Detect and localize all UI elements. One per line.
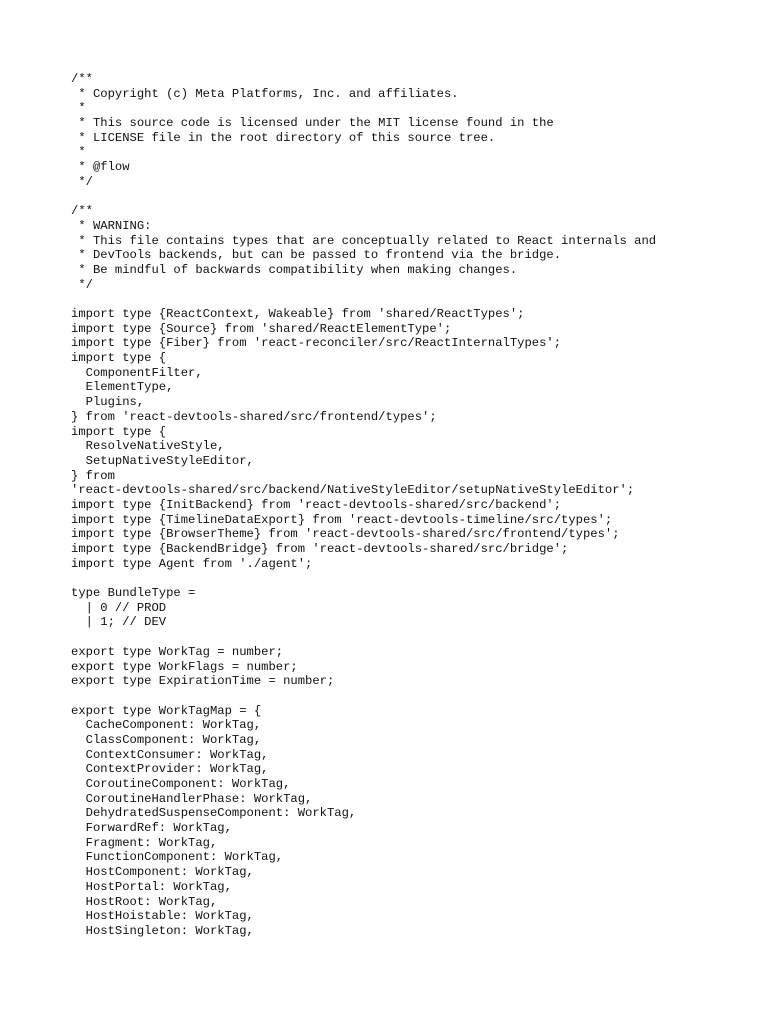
code-line: | 0 // PROD — [71, 600, 167, 615]
code-line: DehydratedSuspenseComponent: WorkTag, — [71, 806, 357, 821]
code-line: * Be mindful of backwards compatibility when making changes. — [71, 262, 518, 277]
code-line: export type ExpirationTime = number; — [71, 674, 335, 689]
code-line: ResolveNativeStyle, — [71, 439, 225, 454]
code-line: Fragment: WorkTag, — [71, 835, 218, 850]
code-line: ClassComponent: WorkTag, — [71, 732, 262, 747]
code-line: import type {ReactContext, Wakeable} from 'shared/ReactTypes'; — [71, 307, 525, 321]
code-line: /** — [71, 72, 93, 86]
code-line: import type { — [71, 351, 167, 366]
code-line — [71, 292, 761, 307]
code-line: export type WorkFlags = number; — [71, 659, 298, 674]
code-line: export type WorkTag = number; — [71, 644, 284, 659]
code-line: ComponentFilter, — [71, 365, 203, 380]
code-line: HostRoot: WorkTag, — [71, 894, 218, 909]
code-line: import type {Source} from 'shared/ReactElementType'; — [71, 321, 452, 336]
code-line: import type Agent from './agent'; — [71, 556, 313, 571]
code-line — [71, 630, 761, 645]
code-line: * LICENSE file in the root directory of this source tree. — [71, 130, 496, 145]
code-line: * This source code is licensed under the MIT license found in the — [71, 116, 554, 131]
code-line: import type {InitBackend} from 'react-devtools-shared/src/backend'; — [71, 497, 562, 512]
code-line: FunctionComponent: WorkTag, — [71, 850, 284, 865]
code-line: ElementType, — [71, 380, 174, 395]
code-line: CacheComponent: WorkTag, — [71, 718, 262, 733]
code-line: CoroutineComponent: WorkTag, — [71, 777, 291, 791]
code-line: | 1; // DEV — [71, 615, 167, 630]
code-line: ForwardRef: WorkTag, — [71, 821, 232, 836]
code-line: * Copyright (c) Meta Platforms, Inc. and affiliates. — [71, 86, 459, 101]
code-line: } from 'react-devtools-shared/src/frontend/types'; — [71, 409, 437, 424]
code-line: } from — [71, 468, 115, 483]
code-line: import type { — [71, 424, 167, 439]
code-line: import type {TimelineDataExport} from 'react-devtools-timeline/src/types'; — [71, 512, 613, 527]
code-line: * — [71, 101, 86, 116]
code-line: * This file contains types that are conceptually related to React internals and — [71, 233, 657, 248]
code-line: */ — [71, 174, 93, 189]
code-line: /** — [71, 204, 93, 219]
code-line — [71, 571, 761, 586]
code-line: * DevTools backends, but can be passed to frontend via the bridge. — [71, 248, 562, 263]
code-line: 'react-devtools-shared/src/backend/NativeStyleEditor/setupNativeStyleEditor'; — [71, 483, 635, 498]
code-line: ContextProvider: WorkTag, — [71, 762, 269, 777]
code-line: import type {BrowserTheme} from 'react-devtools-shared/src/frontend/types'; — [71, 527, 620, 542]
code-line: HostHoistable: WorkTag, — [71, 909, 254, 924]
code-line: HostPortal: WorkTag, — [71, 879, 232, 894]
code-line — [71, 689, 761, 704]
code-line: import type {Fiber} from 'react-reconciler/src/ReactInternalTypes'; — [71, 336, 562, 351]
code-line: CoroutineHandlerPhase: WorkTag, — [71, 791, 313, 806]
code-line: * @flow — [71, 160, 130, 175]
code-page — [71, 72, 761, 939]
code-line: * WARNING: — [71, 218, 152, 233]
code-line: import type {BackendBridge} from 'react-devtools-shared/src/bridge'; — [71, 542, 569, 556]
code-line — [71, 190, 761, 205]
code-line: ContextConsumer: WorkTag, — [71, 747, 269, 762]
code-line: SetupNativeStyleEditor, — [71, 453, 254, 468]
code-line: HostSingleton: WorkTag, — [71, 923, 254, 938]
code-line: HostComponent: WorkTag, — [71, 865, 254, 880]
code-line: * — [71, 145, 86, 160]
code-line: */ — [71, 277, 93, 292]
code-line: type BundleType = — [71, 586, 196, 601]
code-line: export type WorkTagMap = { — [71, 703, 262, 718]
code-line: Plugins, — [71, 395, 145, 410]
